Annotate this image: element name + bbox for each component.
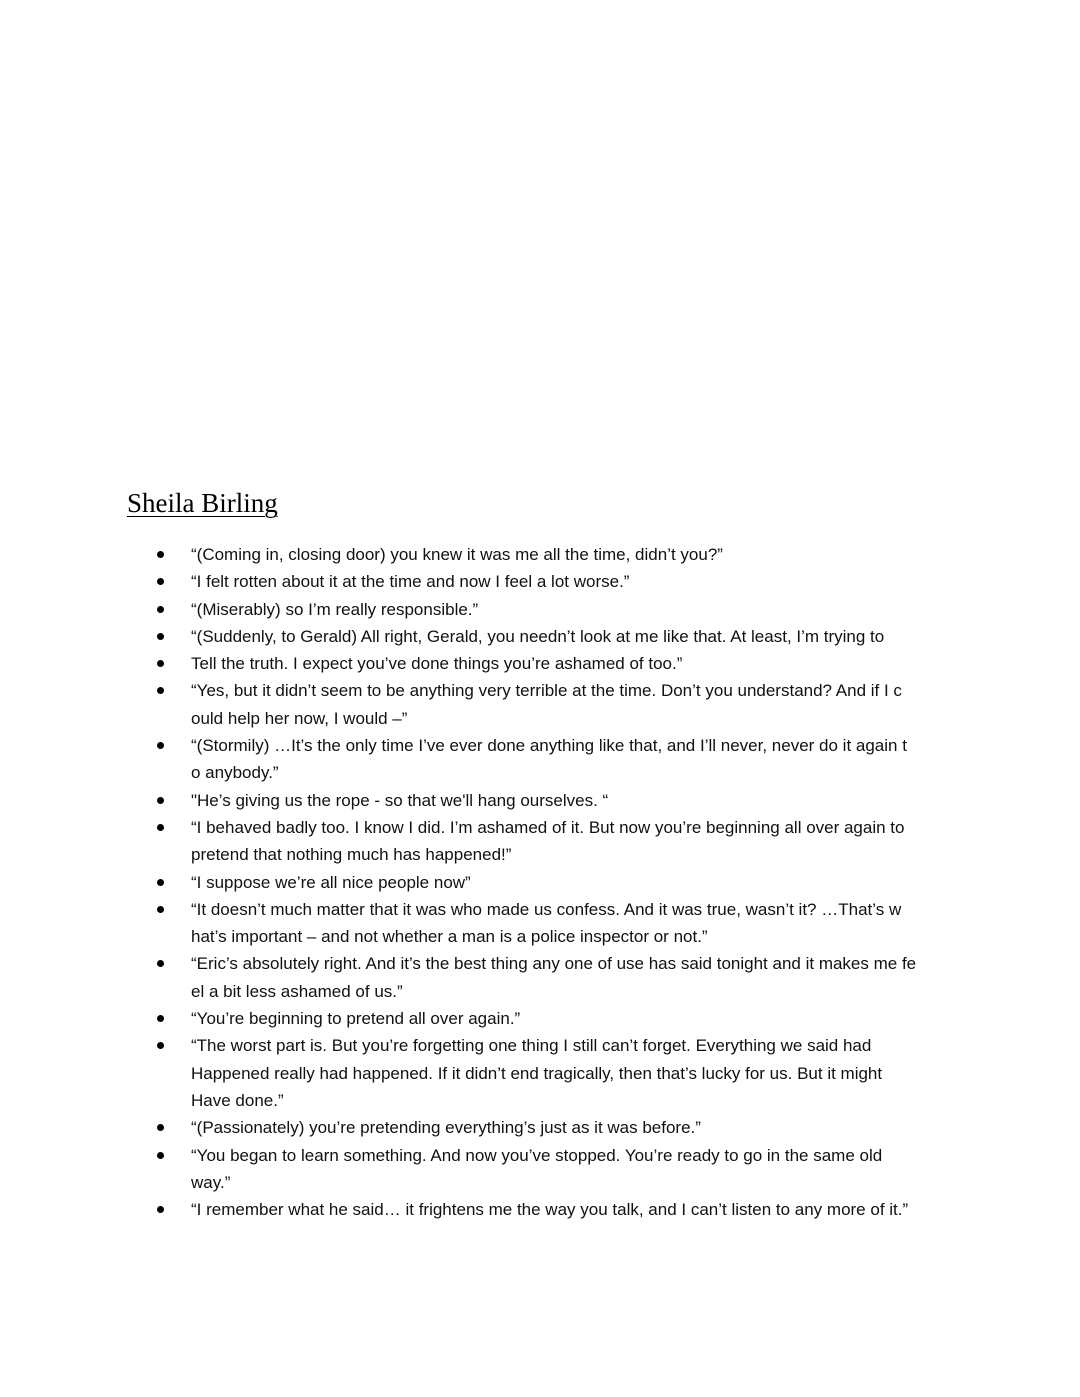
bullet-icon xyxy=(157,551,164,558)
quote-item xyxy=(0,596,961,623)
quote-line: “(Coming in, closing door) you knew it was me all the time, didn’t you?” xyxy=(191,545,723,564)
quote-list xyxy=(0,541,1080,1223)
bullet-icon xyxy=(157,1042,164,1049)
quote-line: Happened really had happened. If it didn’t end tragically, then that’s lucky for us. But it might xyxy=(191,1063,883,1083)
bullet-icon xyxy=(157,660,164,667)
bullet-icon xyxy=(157,960,164,967)
bullet-icon xyxy=(157,1206,164,1213)
quote-line: hat’s important – and not whether a man is a police inspector or not.” xyxy=(191,927,708,947)
quote-item xyxy=(0,1032,961,1114)
quote-line: “It doesn’t much matter that it was who made us confess. And it was true, wasn’t it? …That’s w xyxy=(191,899,902,919)
page-title: Sheila Birling xyxy=(127,488,278,518)
quote-item xyxy=(0,950,961,1005)
quote-line: “(Passionately) you’re pretending everything’s just as it was before.” xyxy=(191,1118,701,1138)
quote-line: el a bit less ashamed of us.” xyxy=(191,981,403,1001)
quote-item xyxy=(0,896,961,951)
bullet-icon xyxy=(157,879,164,886)
quote-line: “You began to learn something. And now you’ve stopped. You’re ready to go in the same old xyxy=(191,1145,883,1165)
bullet-icon xyxy=(157,687,164,694)
bullet-icon xyxy=(157,1015,164,1022)
quote-item xyxy=(0,623,961,650)
quote-line: “(Stormily) …It’s the only time I’ve ever done anything like that, and I’ll never, never do it again t xyxy=(191,736,907,756)
quote-line: “You’re beginning to pretend all over again.” xyxy=(191,1009,521,1029)
quote-item xyxy=(0,1114,961,1141)
quote-line: "He’s giving us the rope - so that we'll hang ourselves. “ xyxy=(191,790,609,810)
quote-line: “I suppose we’re all nice people now” xyxy=(191,872,471,892)
bullet-icon xyxy=(157,824,164,831)
quote-line: “I remember what he said… it frightens me the way you talk, and I can’t listen to any more of it.” xyxy=(191,1200,909,1220)
quote-line: “I behaved badly too. I know I did. I’m ashamed of it. But now you’re beginning all over again to xyxy=(191,817,905,837)
bullet-icon xyxy=(157,906,164,913)
quote-line: o anybody.” xyxy=(191,763,279,783)
quote-item xyxy=(0,787,961,814)
quote-item xyxy=(0,814,961,869)
bullet-icon xyxy=(157,606,164,613)
bullet-icon xyxy=(157,578,164,585)
quote-line: way.” xyxy=(191,1172,231,1192)
quote-item xyxy=(0,1142,961,1197)
quote-item xyxy=(0,677,961,732)
quote-item xyxy=(0,650,961,677)
quote-line: “(Miserably) so I’m really responsible.” xyxy=(191,599,479,619)
quote-item xyxy=(0,568,961,595)
quote-item xyxy=(0,732,961,787)
quote-line: “(Suddenly, to Gerald) All right, Gerald, you needn’t look at me like that. At least, I’m trying to xyxy=(191,626,885,646)
quote-line: “Yes, but it didn’t seem to be anything very terrible at the time. Don’t you understand? And if I c xyxy=(191,681,902,701)
bullet-icon xyxy=(157,742,164,749)
bullet-icon xyxy=(157,1152,164,1159)
quote-line: “Eric’s absolutely right. And it’s the best thing any one of use has said tonight and it makes me fe xyxy=(191,954,917,974)
quote-line: ould help her now, I would –” xyxy=(191,708,408,728)
quote-item xyxy=(0,869,961,896)
bullet-icon xyxy=(157,1124,164,1131)
quote-item xyxy=(0,541,961,568)
bullet-icon xyxy=(157,633,164,640)
quote-line: pretend that nothing much has happened!” xyxy=(191,845,512,865)
quote-line: “I felt rotten about it at the time and now I feel a lot worse.” xyxy=(191,572,630,592)
quote-line: Tell the truth. I expect you’ve done things you’re ashamed of too.” xyxy=(191,654,683,674)
quote-item xyxy=(0,1005,961,1032)
quote-line: “The worst part is. But you’re forgetting one thing I still can’t forget. Everything we said had xyxy=(191,1036,872,1056)
quote-line: Have done.” xyxy=(191,1090,284,1110)
bullet-icon xyxy=(157,797,164,804)
quote-item xyxy=(0,1196,961,1223)
